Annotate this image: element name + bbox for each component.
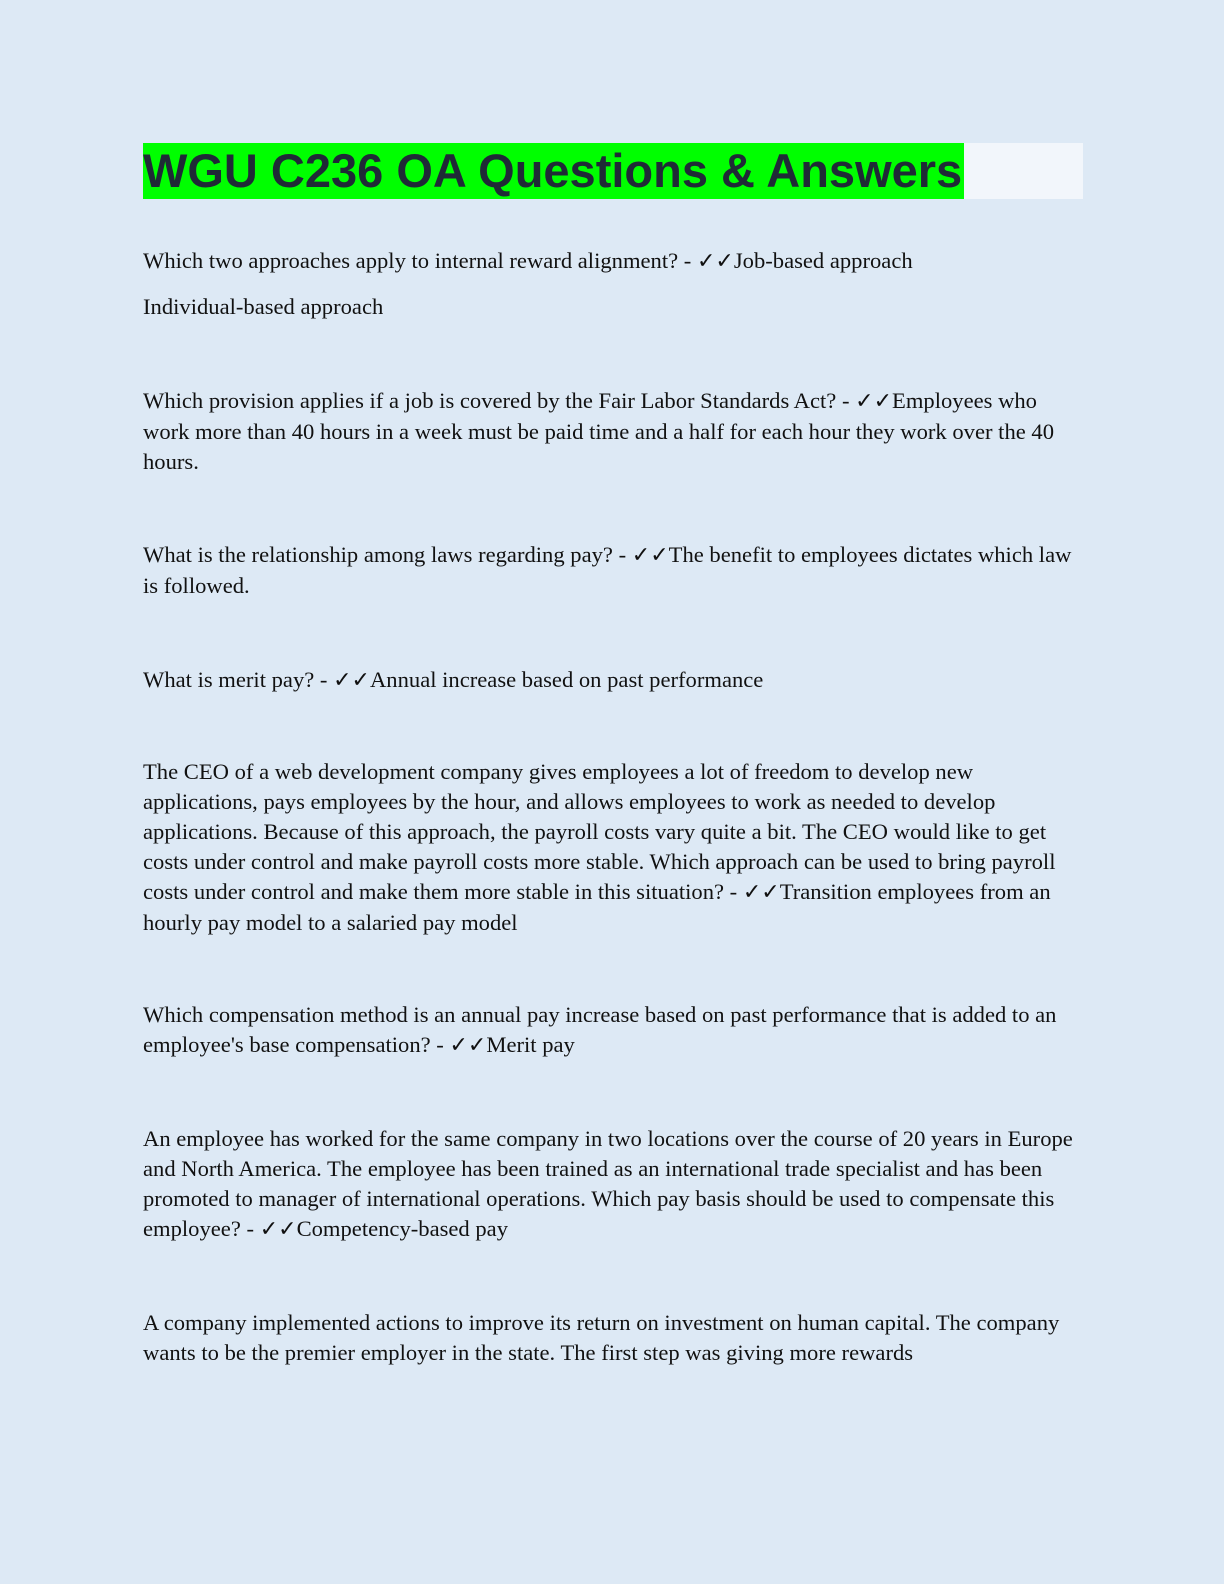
separator: -	[836, 388, 856, 413]
answer-text: Individual-based approach	[143, 294, 384, 319]
checkmark-icon: ✓✓	[333, 668, 370, 693]
question-text: Which compensation method is an annual pay increase based on past performance that is added to an employee's base compensation?	[143, 1002, 1057, 1057]
answer-text: Merit pay	[486, 1032, 575, 1057]
qa-item-4	[143, 665, 1083, 696]
answer-text: Employees who work more than 40 hours in a week must be paid time and a half for each hour they work over the 40 hours.	[143, 388, 1055, 474]
separator: -	[430, 1032, 450, 1057]
checkmark-icon: ✓✓	[855, 389, 893, 414]
answer-text: Competency-based pay	[296, 1216, 508, 1241]
separator: -	[724, 879, 743, 904]
question-text: A company implemented actions to improve its return on investment on human capital. The company wants to be the premier employer in the state. The first step was giving more rewards	[143, 1310, 1060, 1365]
document-title: WGU C236 OA Questions & Answers	[143, 144, 963, 197]
qa-item-5	[143, 757, 1083, 938]
answer-text: Annual increase based on past performance	[369, 667, 764, 692]
answer-text: The benefit to employees dictates which law is followed.	[143, 542, 1072, 598]
question-text: What is merit pay?	[143, 667, 315, 692]
qa-item-1	[143, 246, 1083, 277]
question-text: The CEO of a web development company gives employees a lot of freedom to develop new applications, pays employees by the hour, and allows employees to work as needed to develop applications. Because of this approach, the payroll costs vary quite a bit. The CEO would like to get costs under control and make payroll costs more stable. Which approach can be used to bring payroll costs under control and make them more stable in this situation?	[143, 759, 1056, 904]
separator: -	[678, 248, 697, 273]
checkmark-icon: ✓✓	[449, 1033, 487, 1058]
qa-item-6	[143, 1000, 1083, 1061]
checkmark-icon: ✓✓	[696, 249, 734, 274]
checkmark-icon: ✓✓	[259, 1217, 297, 1242]
qa-item-1-continued	[143, 292, 1083, 322]
question-text: What is the relationship among laws regarding pay?	[143, 542, 613, 567]
title-banner	[143, 143, 1083, 199]
checkmark-icon: ✓✓	[631, 543, 669, 568]
qa-item-3	[143, 540, 1083, 601]
qa-item-7	[143, 1124, 1083, 1245]
checkmark-icon: ✓✓	[742, 880, 780, 905]
separator: -	[240, 1216, 260, 1241]
answer-text: Transition employees from an hourly pay model to a salaried pay model	[143, 879, 1051, 935]
separator: -	[612, 542, 632, 567]
qa-item-8	[143, 1308, 1083, 1368]
question-text: An employee has worked for the same company in two locations over the course of 20 years in Europe and North America. The employee has been trained as an international trade specialist and has been promoted to manager of international operations. Which pay basis should be used to compensate this employee?	[143, 1126, 1073, 1241]
question-text: Which provision applies if a job is covered by the Fair Labor Standards Act?	[143, 388, 837, 413]
answer-text: Job-based approach	[733, 248, 913, 273]
question-text: Which two approaches apply to internal reward alignment?	[143, 248, 679, 273]
qa-item-2	[143, 386, 1083, 477]
separator: -	[314, 667, 334, 692]
